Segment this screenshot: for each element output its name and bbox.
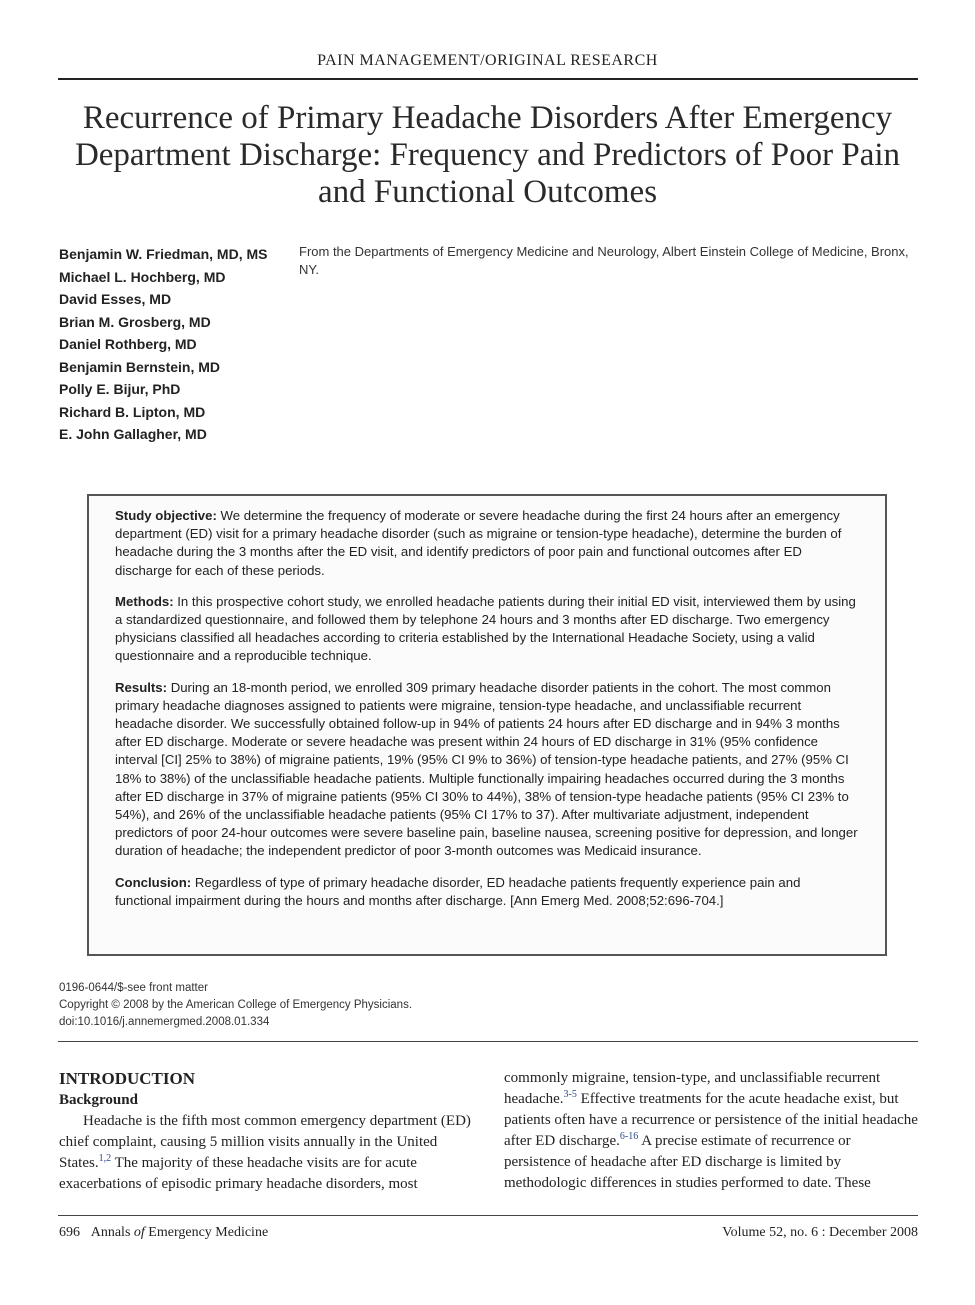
footer-rule	[58, 1215, 918, 1216]
abstract-objective-label: Study objective:	[115, 508, 217, 523]
author-name: Richard B. Lipton, MD	[59, 403, 206, 420]
front-matter	[59, 980, 659, 1031]
abstract-methods-label: Methods:	[115, 593, 174, 609]
copyright-line: Copyright © 2008 by the American College of Emergency Physicians.	[59, 999, 413, 1011]
section-divider	[58, 1041, 918, 1042]
body-paragraph	[59, 1111, 471, 1195]
abstract-conclusion-text: Regardless of type of primary headache disorder, ED headache patients frequently experience pain and functional impairment during the hours and months after discharge. [Ann Emerg Med. 2008;52:696-704.]	[115, 874, 801, 908]
abstract-results-text: During an 18-month period, we enrolled 309 primary headache disorder patients in the cohort. The most common primary headache diagnoses assigned to patients were migraine, tension-type headache, and unclassifiable recurrent headache disorder. We successfully obtained follow-up in 94% of patients 24 hours after ED discharge and in 94% 3 months after ED discharge. Moderate or severe headache was present within 24 hours of ED discharge in 31% (95% confidence interval [CI] 25% to 38%) of migraine patients, 19% (95% CI 9% to 36%) of tension-type headache patients, and 27% (95% CI 18% to 38%) of the unclassifiable headache patients. Multiple functionally impairing headaches occurred during the 3 months after ED discharge in 37% of migraine patients (95% CI 30% to 44%), 38% of tension-type headache patients (95% CI 23% to 54%), and 26% of the unclassifiable headache patients (95% CI 17% to 37). After multivariate adjustment, independent predictors of poor 24-hour outcomes were severe baseline pain, baseline nausea, screening positive for depression, and longer duration of headache; the independent predictor of poor 3-month outcomes was Medicaid insurance.	[115, 679, 858, 859]
affiliation: From the Departments of Emergency Medicine and Neurology, Albert Einstein College of Medicine, Bronx, NY.	[299, 244, 909, 277]
body-text: A precise estimate of recurrence or persistence of headache after ED discharge is limited by methodologic differences in studies performed to date. These	[504, 1133, 871, 1191]
body-paragraph	[504, 1068, 918, 1194]
doi-line: doi:10.1016/j.annemergmed.2008.01.334	[59, 1016, 270, 1028]
abstract-conclusion-label: Conclusion:	[115, 874, 192, 890]
volume-issue: Volume 52, no. 6	[722, 1225, 819, 1240]
journal-name-part: Emergency Medicine	[148, 1225, 269, 1240]
header-rule	[58, 78, 918, 80]
abstract-objective-text: We determine the frequency of moderate or severe headache during the first 24 hours after an emergency department (ED) visit for a primary headache disorder (such as migraine or tension-type headache), determine the burden of headache during the 3 months after the ED visit, and identify predictors of poor pain and functional outcomes after ED discharge for each of these periods.	[115, 508, 842, 578]
abstract-box	[87, 494, 887, 956]
page-number: 696	[59, 1225, 80, 1240]
body-column-left	[59, 1068, 471, 1195]
author-name: Polly E. Bijur, PhD	[59, 381, 181, 397]
author-name: Benjamin W. Friedman, MD, MS	[59, 246, 268, 262]
author-name: David Esses, MD	[59, 291, 172, 307]
background-heading: Background	[59, 1092, 138, 1108]
intro-heading: INTRODUCTION	[59, 1069, 196, 1088]
body-text: Effective treatments for the acute headache exist, but patients often have a recurrence or persistence of the initial headache after ED discharge.	[504, 1091, 918, 1149]
abstract-methods	[115, 593, 859, 666]
abstract-results	[115, 679, 859, 861]
body-text: Headache is the fifth most common emergency department (ED) chief complaint, causing 5 million visits annually in the United States.	[59, 1113, 471, 1171]
issue-date: December 2008	[828, 1225, 918, 1240]
reference-link[interactable]: 1,2	[98, 1153, 112, 1164]
footer-right	[722, 1225, 918, 1241]
abstract-conclusion	[115, 874, 859, 910]
journal-name-part: of	[133, 1225, 145, 1240]
author-name: Brian M. Grosberg, MD	[59, 313, 211, 330]
article-title: Recurrence of Primary Headache Disorders After Emergency Department Discharge: Frequency and Predictors of Poor Pain and Functional Outcomes	[74, 100, 901, 210]
abstract-methods-text: In this prospective cohort study, we enrolled headache patients during their initial ED visit, interviewed them by using a standardized questionnaire, and followed them by telephone 24 hours and 3 months after ED discharge. Two emergency physicians classified all headaches according to criteria established by the International Headache Society, using a valid questionnaire and a reproducible technique.	[115, 593, 856, 664]
author-list	[59, 243, 279, 446]
body-text: The majority of these headache visits are for acute exacerbations of episodic primary headache disorders, most	[59, 1155, 418, 1192]
abstract-objective	[115, 507, 859, 580]
author-name: Benjamin Bernstein, MD	[59, 358, 221, 375]
author-name: E. John Gallagher, MD	[59, 426, 207, 442]
reference-link[interactable]: 3-5	[563, 1089, 577, 1100]
footer-left	[59, 1225, 268, 1241]
body-text: commonly migraine, tension-type, and unclassifiable recurrent headache.	[504, 1070, 881, 1107]
author-name: Michael L. Hochberg, MD	[59, 268, 226, 285]
footer-separator: :	[821, 1225, 826, 1240]
reference-link[interactable]: 6-16	[619, 1131, 639, 1142]
abstract-results-label: Results:	[115, 679, 168, 695]
author-name: Daniel Rothberg, MD	[59, 336, 197, 352]
section-label: PAIN MANAGEMENT/ORIGINAL RESEARCH	[317, 52, 658, 69]
body-column-right	[504, 1068, 918, 1194]
issn-line: 0196-0644/$-see front matter	[59, 982, 208, 994]
journal-name-part: Annals	[90, 1225, 131, 1240]
